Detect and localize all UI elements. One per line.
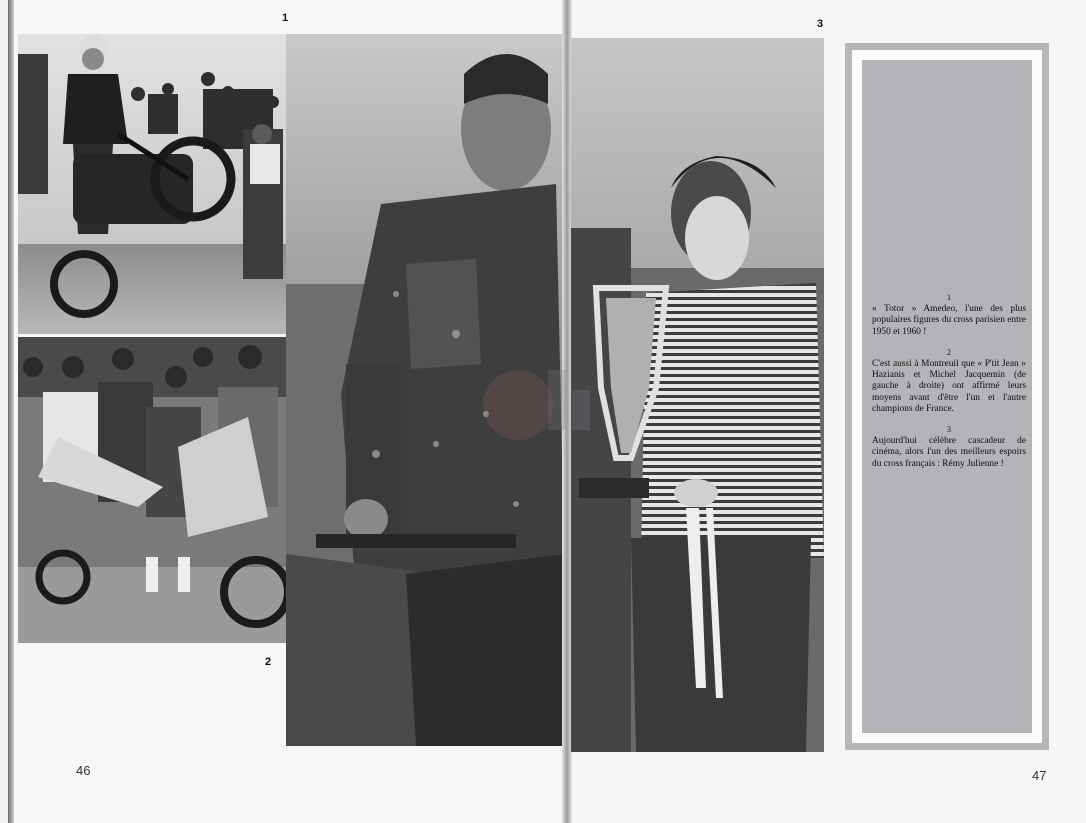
photo-rider-wheelie [18, 34, 286, 334]
page-number-left: 46 [76, 763, 91, 778]
caption-number: 2 [947, 347, 951, 357]
photo-number-1: 1 [282, 12, 289, 24]
caption-number: 3 [947, 425, 951, 435]
caption-list [872, 292, 1026, 479]
page-number-right: 47 [1032, 768, 1047, 783]
photo-group-trophies [18, 337, 286, 643]
caption-text: C'est aussi à Montreuil que « P'tit Jean » Hazianis et Michel Jacquemin (de gauche à droite) ont affirmé leurs moyens avant d'être l'un et l'autre champions de France. [872, 359, 1026, 414]
caption-text: Aujourd'hui célèbre cascadeur de cinéma, alors l'un des meilleurs espoirs du cross français : Rémy Julienne ! [872, 436, 1026, 469]
caption-text: « Totor » Amedeo, l'une des plus populaires figures du cross parisien entre 1950 et 1960 ! [872, 304, 1026, 337]
photo-number-3: 3 [817, 18, 824, 30]
photo-number-2: 2 [265, 656, 272, 668]
watermark-logo [478, 360, 608, 450]
binding-edge [8, 0, 14, 823]
photo-woman-trophy [571, 38, 824, 752]
caption-number: 1 [947, 293, 951, 302]
